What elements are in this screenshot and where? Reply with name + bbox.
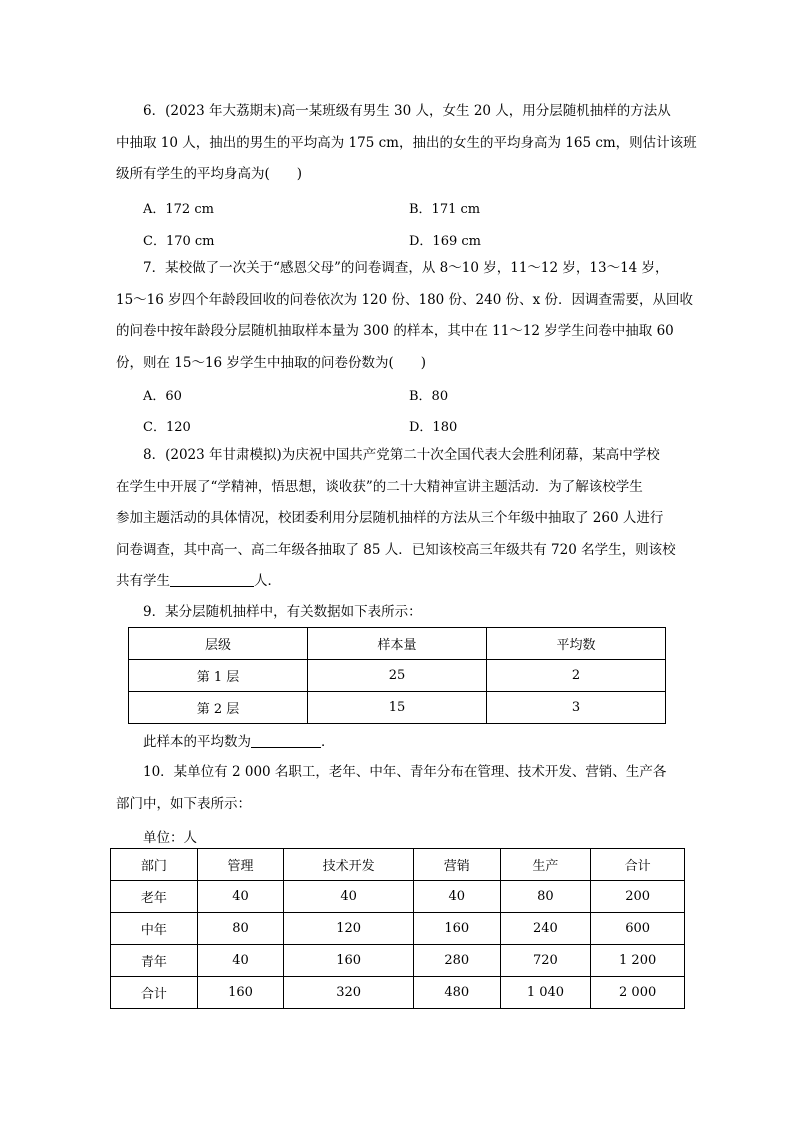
- question-10-line: 部门中，如下表所示：: [116, 795, 251, 812]
- question-6-line: 6．(2023 年大荔期末)高一某班级有男生 30 人，女生 20 人，用分层随机抽样的方法从: [143, 103, 671, 119]
- q7-option-b: B．80: [409, 389, 449, 404]
- table-cell: 80: [197, 913, 284, 945]
- q7-option-d: D．180: [409, 420, 458, 435]
- table-header-cell: 平均数: [486, 628, 665, 660]
- q9-answer-prefix: 此样本的平均数为: [143, 734, 251, 750]
- q8-answer-suffix: 人．: [254, 573, 281, 589]
- q9-answer-suffix: ．: [321, 734, 335, 750]
- question-9-intro: 9．某分层随机抽样中，有关数据如下表所示：: [143, 604, 422, 620]
- table-cell: 2: [486, 660, 665, 692]
- table-cell: 160: [197, 977, 284, 1009]
- question-6-line: 中抽取 10 人，抽出的男生的平均高为 175 cm，抽出的女生的平均身高为 165 cm，则估计该班: [116, 134, 697, 151]
- q8-answer-blank[interactable]: [170, 572, 254, 587]
- table-cell: 3: [486, 692, 665, 724]
- question-10: [116, 757, 680, 820]
- q9-answer-line: [143, 730, 335, 750]
- question-7-line: 15～16 岁四个年龄段回收的问卷依次为 120 份、180 份、240 份、x 份．因调查需要，从回收: [116, 291, 694, 308]
- question-8-line: 在学生中开展了“学精神，悟思想，谈收获”的二十大精神宣讲主题活动．为了解该校学生: [116, 478, 643, 495]
- q10-unit-label: 单位：人: [143, 830, 197, 846]
- table-cell: 1 200: [591, 945, 685, 977]
- table-header-cell: 层级: [129, 628, 308, 660]
- question-8-line: 8．(2023 年甘肃模拟)为庆祝中国共产党第二十次全国代表大会胜利闭幕，某高中学校: [143, 447, 660, 463]
- table-cell: 第 2 层: [129, 692, 308, 724]
- q9-answer-blank[interactable]: [251, 733, 321, 748]
- table-cell: 600: [591, 913, 685, 945]
- q6-option-a: A．172 cm: [143, 202, 214, 217]
- question-8-line: 参加主题活动的具体情况，校团委利用分层随机抽样的方法从三个年级中抽取了 260 人进行: [116, 510, 664, 526]
- question-7-line: 的问卷中按年龄段分层随机抽取样本量为 300 的样本，其中在 11～12 岁学生问卷中抽取 60: [116, 323, 674, 339]
- table-cell: 25: [307, 660, 486, 692]
- table-cell: 中年: [111, 913, 198, 945]
- question-8-last-line: [116, 566, 680, 598]
- table-header-cell: 合计: [591, 849, 685, 881]
- table-cell: 老年: [111, 881, 198, 913]
- table-cell: 合计: [111, 977, 198, 1009]
- q7-option-a: A．60: [143, 389, 182, 404]
- table-header-cell: 管理: [197, 849, 284, 881]
- table-row: [111, 881, 685, 913]
- question-6-line: 级所有学生的平均身高为( ): [116, 166, 303, 182]
- table-cell: 200: [591, 881, 685, 913]
- q7-option-c: C．120: [143, 420, 191, 435]
- table-cell: 1 040: [500, 977, 591, 1009]
- table-cell: 480: [413, 977, 500, 1009]
- q9-table: [128, 627, 666, 724]
- question-10-line: 10．某单位有 2 000 名职工，老年、中年、青年分布在管理、技术开发、营销、生产各: [143, 764, 667, 780]
- table-cell: 120: [284, 913, 414, 945]
- table-cell: 40: [197, 881, 284, 913]
- table-header-row: [129, 628, 666, 660]
- q6-option-d: D．169 cm: [409, 234, 481, 249]
- question-8-line: 问卷调查，其中高一、高二年级各抽取了 85 人．已知该校高三年级共有 720 名学生，则该校: [116, 541, 676, 558]
- q10-table: [110, 848, 685, 1009]
- table-cell: 720: [500, 945, 591, 977]
- table-header-row: [111, 849, 685, 881]
- q8-answer-prefix: 共有学生: [116, 573, 170, 589]
- table-cell: 240: [500, 913, 591, 945]
- table-cell: 320: [284, 977, 414, 1009]
- q6-option-c: C．170 cm: [143, 234, 215, 249]
- table-cell: 40: [197, 945, 284, 977]
- table-cell: 15: [307, 692, 486, 724]
- q6-option-b: B．171 cm: [409, 202, 481, 217]
- question-7-line: 7．某校做了一次关于“感恩父母”的问卷调查，从 8～10 岁，11～12 岁，13～14 岁，: [143, 260, 669, 276]
- table-header-cell: 样本量: [307, 628, 486, 660]
- table-header-cell: 部门: [111, 849, 198, 881]
- table-cell: 40: [413, 881, 500, 913]
- table-cell: 280: [413, 945, 500, 977]
- table-header-cell: 营销: [413, 849, 500, 881]
- table-cell: 160: [284, 945, 414, 977]
- table-cell: 160: [413, 913, 500, 945]
- table-header-cell: 技术开发: [284, 849, 414, 881]
- table-row: [129, 692, 666, 724]
- table-cell: 青年: [111, 945, 198, 977]
- question-8: [116, 440, 680, 598]
- table-cell: 40: [284, 881, 414, 913]
- table-cell: 2 000: [591, 977, 685, 1009]
- table-header-cell: 生产: [500, 849, 591, 881]
- table-row: [111, 977, 685, 1009]
- table-cell: 第 1 层: [129, 660, 308, 692]
- table-row: [111, 913, 685, 945]
- question-6: [116, 96, 697, 191]
- table-row: [129, 660, 666, 692]
- question-7: [116, 253, 694, 379]
- question-7-line: 份，则在 15～16 岁学生中抽取的问卷份数为( ): [116, 354, 426, 371]
- table-row: [111, 945, 685, 977]
- table-cell: 80: [500, 881, 591, 913]
